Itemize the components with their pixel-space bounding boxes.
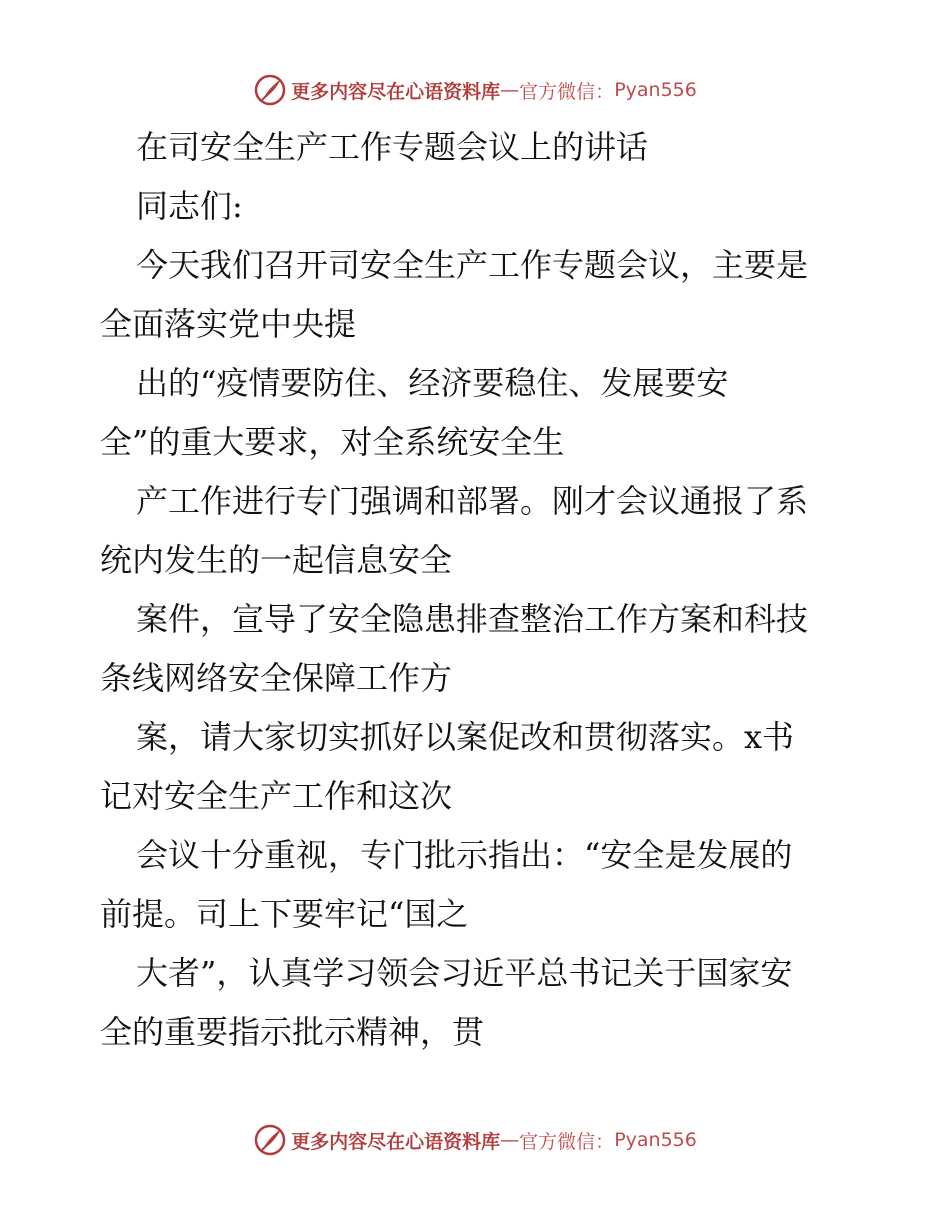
text-line: 记对安全生产工作和这次 — [100, 777, 453, 815]
text-line: 全的重要指示批示精神，贯 — [100, 1013, 485, 1051]
text-line: 条线网络安全保障工作方 — [100, 659, 453, 697]
text-line: 出的“疫情要防住、经济要稳住、发展要安 — [136, 364, 729, 402]
quill-logo-icon — [253, 1123, 287, 1157]
text-line: 今天我们召开司安全生产工作专题会议，主要是 — [136, 246, 809, 284]
quill-logo-icon — [253, 73, 287, 107]
banner-main-text: 更多内容尽在心语资料库 — [291, 80, 501, 103]
banner-wechat-id: Pyan556 — [614, 79, 697, 101]
footer-banner — [0, 1120, 950, 1160]
document-title: 在司安全生产工作专题会议上的讲话 — [136, 128, 649, 166]
text-line: 案件，宣导了安全隐患排查整治工作方案和科技 — [136, 600, 809, 638]
banner-wechat-id: Pyan556 — [614, 1129, 697, 1151]
text-line: 同志们: — [136, 187, 243, 225]
text-line: 全面落实党中央提 — [100, 305, 357, 343]
banner-dash: — — [500, 1129, 520, 1151]
banner-dash: — — [500, 79, 520, 101]
document-body — [100, 118, 860, 1062]
banner-main-text: 更多内容尽在心语资料库 — [291, 1130, 501, 1153]
text-line: 会议十分重视，专门批示指出：“安全是发展的 — [136, 836, 793, 874]
banner-wechat-label: 官方微信： — [519, 80, 615, 103]
text-line: 统内发生的一起信息安全 — [100, 541, 453, 579]
text-line: 大者”，认真学习领会习近平总书记关于国家安 — [136, 954, 793, 992]
banner-wechat-label: 官方微信： — [519, 1130, 615, 1153]
text-line: 案，请大家切实抓好以案促改和贯彻落实。x书 — [136, 718, 795, 756]
header-banner — [0, 70, 950, 110]
text-line: 前提。司上下要牢记“国之 — [100, 895, 469, 933]
text-line: 产工作进行专门强调和部署。刚才会议通报了系 — [136, 482, 809, 520]
text-line: 全”的重大要求，对全系统安全生 — [100, 423, 565, 461]
